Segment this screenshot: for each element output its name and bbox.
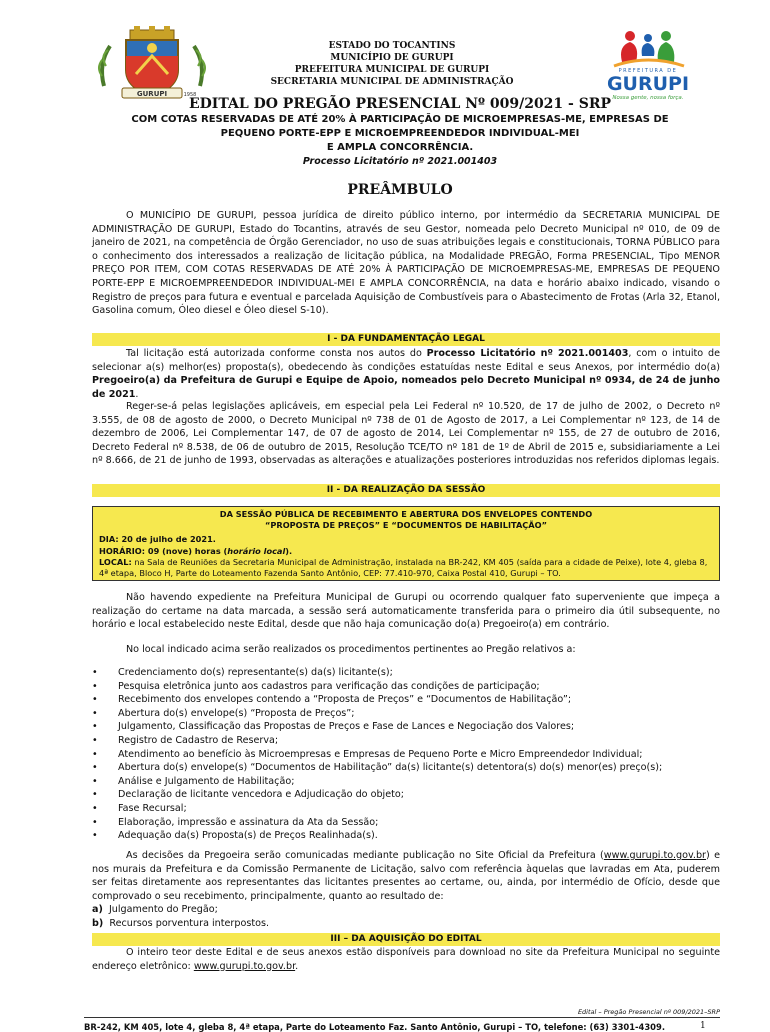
section-3-heading: III – DA AQUISIÇÃO DO EDITAL xyxy=(92,933,720,946)
result-item-a-label: a) xyxy=(92,904,103,915)
section-1-heading: I - DA FUNDAMENTAÇÃO LEGAL xyxy=(92,333,720,346)
s2-p3-text-b: ) e nos murais da Prefeitura e da Comissão Permanente de Licitação, salvo com referência àquelas que lavradas em Ata, puderem ser feitas diretamente aos representantes das licitantes presentes ao certame, ou, ainda, por intermédio de Ofício, desde que comprovado o seu recebimento, principalmente, quanto ao resultado de: xyxy=(92,850,720,902)
process-number: Processo Licitatório nº 2021.001403 xyxy=(302,156,498,167)
procedure-list-item: • Abertura do(s) envelope(s) “Documentos de Habilitação” da(s) licitante(s) detentora(s) do(s) menor(es) preço(s); xyxy=(92,761,720,775)
section-1-paragraph-1 xyxy=(92,347,720,401)
procedure-list-item: • Julgamento, Classificação das Propostas de Preços e Fase de Lances e Negociação dos Valores; xyxy=(92,720,720,734)
procedure-list-item: • Elaboração, impressão e assinatura da Ata da Sessão; xyxy=(92,816,720,830)
session-box-title-1: DA SESSÃO PÚBLICA DE RECEBIMENTO E ABERTURA DOS ENVELOPES CONTENDO xyxy=(219,509,593,519)
municipal-seal-logo xyxy=(96,26,208,102)
procedure-list-item: • Pesquisa eletrônica junto aos cadastros para verificação das condições de participação; xyxy=(92,680,720,694)
session-date-text: DIA: 20 de julho de 2021. xyxy=(99,534,216,545)
seal-year: 1958 xyxy=(183,92,197,98)
session-time-text: HORÁRIO: 09 (nove) horas ( xyxy=(99,545,228,556)
seal-text: GURUPI xyxy=(136,90,168,98)
session-time-note: horário local xyxy=(227,545,286,556)
section-1-paragraph-2: Reger-se-á pelas legislações aplicáveis, em especial pela Lei Federal nº 10.520, de 17 de julho de 2002, o Decreto nº 3.555, de 08 de agosto de 2000, o Decreto Municipal nº 738 de 01 de Agosto de 2017, a Lei Complementar nº 123, de 14 de dezembro de 2006, Lei Complementar 147, de 07 de agosto de 2014, Lei Complementar nº 155, de 27 de outubro de 2016, Decreto Federal nº 8.538, de 06 de outubro de 2015, Resolução TCE/TO nº 181 de 1º de Abril de 2015 e, subsidiariamente a Lei nº 8.666, de 21 de junho de 1993, observadas as alterações e atualizações posteriores introduzidas nos referidos diplomas legais. xyxy=(92,401,720,467)
s1-p1-text-c: , com o intuito de selecionar a(s) melhor(es) proposta(s), obedecendo às condições estatuídas neste Edital e seus Anexos, por intermédio do(a) xyxy=(92,348,720,373)
s3-p1-text-a: O inteiro teor deste Edital e de seus anexos estão disponíveis para download no site da Prefeitura Municipal no seguinte endereço eletrônico: xyxy=(92,947,720,972)
session-location-text: na Sala de Reuniões da Secretaria Municipal de Administração, instalada na BR-242, KM 405 (saída para a cidade de Peixe), lote 4, gleba 8, 4ª etapa, Bloco H, Parte do Loteamento Fazenda Santo Antônio, CEP: 77.410-970, Caixa Postal 410, Gurupi – TO. xyxy=(99,556,708,579)
session-time-end: ). xyxy=(285,545,293,556)
edital-title-block xyxy=(90,95,710,168)
s2-p3-text-a: As decisões da Pregoeira serão comunicadas mediante publicação no Site Oficial da Prefeitura ( xyxy=(126,850,604,861)
procedure-list-item: • Análise e Julgamento de Habilitação; xyxy=(92,775,720,789)
procedure-list-item: • Atendimento ao benefício às Microempresas e Empresas de Pequeno Porte e Micro Empreendedor Individual; xyxy=(92,748,720,762)
result-item-b xyxy=(92,917,720,931)
session-date xyxy=(99,534,713,545)
edital-subtitle-line2: PEQUENO PORTE-EPP E MICROEMPREENDEDOR INDIVIDUAL-MEI xyxy=(220,128,580,139)
preambulo-heading: PREÂMBULO xyxy=(347,182,453,198)
result-item-a-text: Julgamento do Pregão; xyxy=(108,904,218,915)
logo-brand: GURUPI xyxy=(606,73,690,95)
session-location xyxy=(99,557,713,579)
logo-top-text: PREFEITURA DE xyxy=(618,68,678,74)
procedure-list-item: • Recebimento dos envelopes contendo a “Proposta de Preços” e “Documentos de Habilitação”; xyxy=(92,693,720,707)
s1-p1-text-e: . xyxy=(135,388,139,400)
session-info-box xyxy=(92,506,720,581)
footer-address: BR-242, KM 405, lote 4, gleba 8, 4ª etapa, Parte do Loteamento Faz. Santo Antônio, Gurupi – TO, telefone: (63) 3301-4309. xyxy=(84,1022,666,1032)
footer-edital-reference: Edital – Pregão Presencial nº 009/2021–SRP xyxy=(577,1008,720,1016)
section-2-paragraph-3 xyxy=(92,849,720,903)
procedure-list-item: • Credenciamento do(s) representante(s) da(s) licitante(s); xyxy=(92,666,720,680)
procedure-list-item: • Adequação da(s) Proposta(s) de Preços Realinhada(s). xyxy=(92,829,720,843)
result-list xyxy=(92,903,720,930)
header-line-state: ESTADO DO TOCANTINS xyxy=(328,41,456,51)
procedures-list xyxy=(92,666,720,843)
website-link[interactable]: www.gurupi.to.gov.br xyxy=(603,850,706,861)
result-item-b-label: b) xyxy=(92,917,104,929)
result-item-b-text: Recursos porventura interpostos. xyxy=(109,917,269,929)
s3-p1-text-b: . xyxy=(295,960,299,972)
header-line-secretariat: SECRETARIA MUNICIPAL DE ADMINISTRAÇÃO xyxy=(270,77,514,87)
procedure-list-item: • Abertura do(s) envelope(s) “Proposta de Preços”; xyxy=(92,707,720,721)
footer-divider xyxy=(84,1017,720,1018)
prefeitura-gurupi-logo xyxy=(588,26,708,102)
preambulo-paragraph: O MUNICÍPIO DE GURUPI, pessoa jurídica de direito público interno, por intermédio da SECRETARIA MUNICIPAL DE ADMINISTRAÇÃO DE GURUPI, Estado do Tocantins, através de seu Gestor, nomeada pelo Decreto Municipal nº 010, de 09 de janeiro de 2021, na competência de Órgão Gerenciador, no uso de suas atribuições legais e constitucionais, TORNA PÚBLICO para o conhecimento dos interessados a realização de licitação pública, na Modalidade PREGÃO, Forma PRESENCIAL, Tipo MENOR PREÇO POR ITEM, COM COTAS RESERVADAS DE ATÉ 20% À PARTICIPAÇÃO DE MICROEMPRESAS-ME, EMPRESAS DE PEQUENO PORTE-EPP E MICROEMPREENDEDOR INDIVIDUAL-MEI E AMPLA CONCORRÊNCIA, na data e horário abaixo indicado, visando o Registro de preços para futura e eventual e parcelada Aquisição de Combustíveis para o Abastecimento de Frotas (Arla 32, Etanol, Gasolina comum, Óleo diesel e Óleo diesel S-10). xyxy=(92,210,721,317)
government-header xyxy=(232,40,552,88)
s1-p1-pregoeiro: Pregoeiro(a) da Prefeitura de Gurupi e Equipe de Apoio, nomeados pelo Decreto Municipal nº 0934, de 24 de junho de 2021 xyxy=(92,375,720,400)
session-box-title-2: “PROPOSTA DE PREÇOS” E “DOCUMENTOS DE HABILITAÇÃO” xyxy=(265,520,547,531)
procedure-list-item: • Fase Recursal; xyxy=(92,802,720,816)
s1-p1-text-a: Tal licitação está autorizada conforme consta nos autos do xyxy=(126,348,427,359)
logo-slogan: Nossa gente, nossa força. xyxy=(612,95,684,101)
section-2-paragraph-1: Não havendo expediente na Prefeitura Municipal de Gurupi ou ocorrendo qualquer fato superveniente que impeça a realização do certame na data marcada, a sessão será automaticamente transferida para o primeiro dia útil subsequente, no horário e local estabelecido neste Edital, desde que não haja comunicação do(a) Pregoeiro(a) em contrário. xyxy=(92,592,720,631)
procedure-list-item: • Declaração de licitante vencedora e Adjudicação do objeto; xyxy=(92,788,720,802)
s1-p1-process: Processo Licitatório nº 2021.001403 xyxy=(426,348,629,359)
header-line-municipality: MUNICÍPIO DE GURUPI xyxy=(330,53,454,63)
session-location-label: LOCAL: xyxy=(99,556,132,567)
edital-subtitle-line3: E AMPLA CONCORRÊNCIA. xyxy=(326,142,474,153)
header-line-prefecture: PREFEITURA MUNICIPAL DE GURUPI xyxy=(294,65,490,75)
section-2-heading: II - DA REALIZAÇÃO DA SESSÃO xyxy=(92,484,720,497)
result-item-a xyxy=(92,903,720,917)
edital-title: EDITAL DO PREGÃO PRESENCIAL Nº 009/2021 - SRP xyxy=(188,96,611,112)
section-3-paragraph xyxy=(92,946,720,973)
section-2-paragraph-2: No local indicado acima serão realizados os procedimentos pertinentes ao Pregão relativos a: xyxy=(126,644,576,655)
edital-subtitle-line1: COM COTAS RESERVADAS DE ATÉ 20% À PARTICIPAÇÃO DE MICROEMPRESAS-ME, EMPRESAS DE xyxy=(131,114,669,125)
website-link-download[interactable]: www.gurupi.to.gov.br xyxy=(193,960,296,972)
session-time xyxy=(99,546,713,557)
page-number: 1 xyxy=(700,1021,706,1031)
procedure-list-item: • Registro de Cadastro de Reserva; xyxy=(92,734,720,748)
